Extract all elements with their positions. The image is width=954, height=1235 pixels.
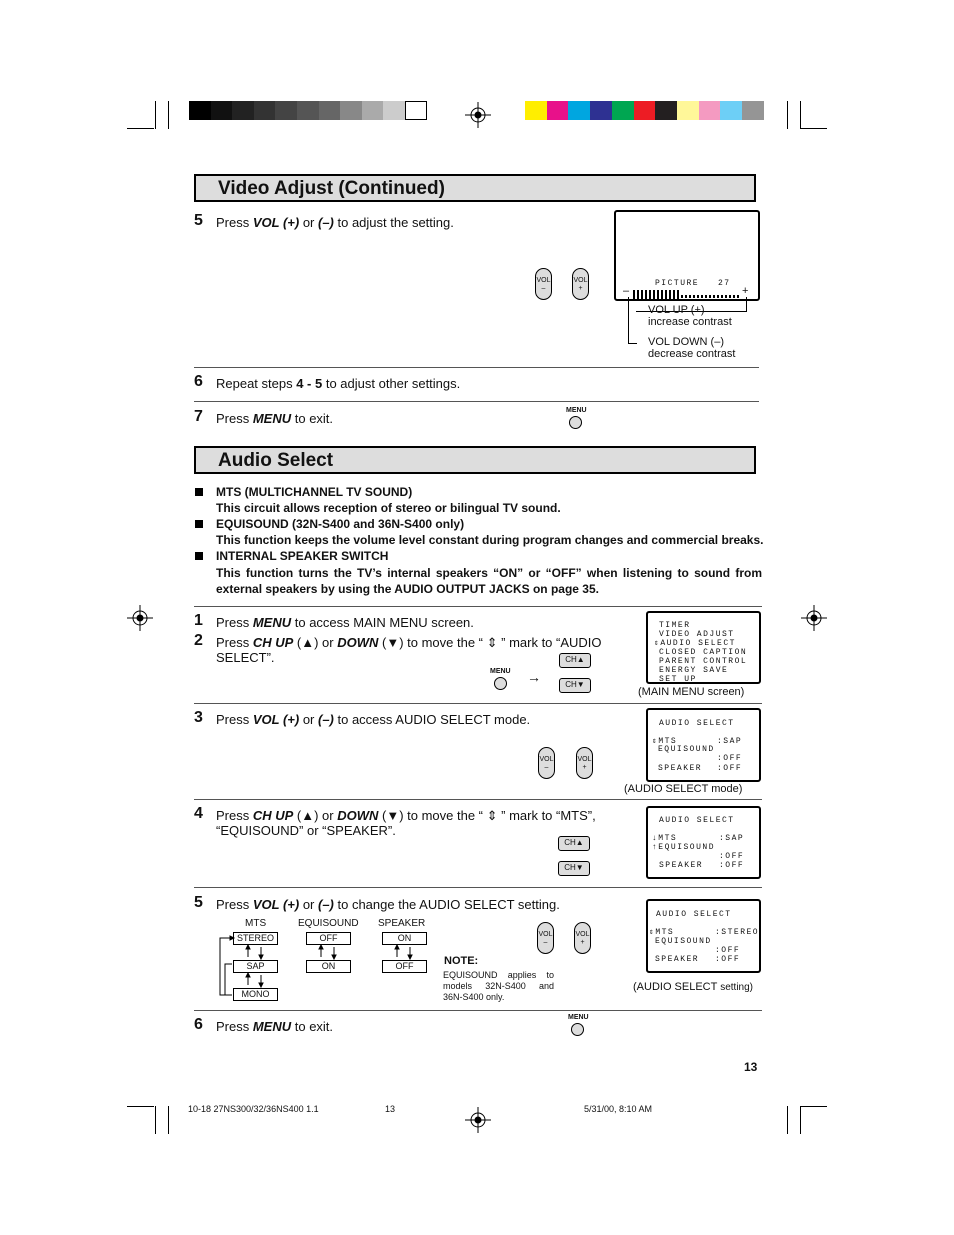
speaker-option-on: ON (382, 932, 427, 945)
color-swatch (525, 101, 547, 120)
level-tick (649, 290, 651, 299)
callout-line (628, 343, 637, 344)
step-text (216, 615, 474, 630)
level-tick (729, 295, 731, 298)
divider (194, 799, 762, 800)
level-tick (669, 290, 671, 299)
gray-swatch (297, 101, 319, 120)
text: (▲) or (293, 635, 338, 650)
label: VOL (539, 756, 554, 763)
note-body-line: models 32N-S400 and (443, 981, 554, 991)
text: to access AUDIO SELECT mode. (333, 712, 531, 727)
step-text (216, 712, 530, 727)
step-number: 1 (194, 612, 203, 629)
osd-picture-level: PICTURE 27 (655, 279, 731, 288)
osd-title: AUDIO SELECT (659, 816, 735, 825)
osd-item: ↑EQUISOUND (652, 843, 716, 852)
key-name: DOWN (337, 808, 379, 823)
text: or (299, 712, 318, 727)
step-text: SELECT”. (216, 650, 275, 665)
gray-swatch (254, 101, 276, 120)
text: Press (216, 712, 253, 727)
level-tick (697, 295, 699, 298)
text: Press (216, 808, 253, 823)
divider (194, 401, 759, 402)
option-cycle-arrows-icon (215, 930, 435, 1005)
divider (194, 606, 762, 607)
mts-option-sap: SAP (233, 960, 278, 973)
level-tick (657, 290, 659, 299)
key-name: MENU (252, 1019, 292, 1034)
step-text (216, 215, 454, 230)
text: Press (216, 897, 253, 912)
crop-mark (800, 1106, 827, 1107)
step-number: 4 (194, 805, 203, 822)
gray-swatch (232, 101, 254, 120)
text: to adjust the setting. (333, 215, 454, 230)
color-swatch (568, 101, 590, 120)
crop-mark (168, 1106, 169, 1134)
crop-mark (168, 101, 169, 129)
note-body-line: 36N-S400 only. (443, 992, 505, 1002)
label: + (582, 764, 587, 771)
osd-title: AUDIO SELECT (659, 719, 735, 728)
vol-up-label: VOL UP (+) (648, 304, 705, 316)
osd-value: :OFF (715, 946, 741, 955)
label: – (544, 764, 549, 771)
text: to change the AUDIO SELECT setting. (333, 897, 560, 912)
color-swatch (547, 101, 569, 120)
osd-value: :STEREO (715, 928, 760, 937)
crop-mark (155, 1106, 156, 1134)
label: – (543, 939, 548, 946)
ch-up-button[interactable]: CH▲ (559, 653, 591, 668)
step-number: 2 (194, 632, 203, 649)
level-tick (733, 295, 735, 298)
note-body-line: EQUISOUND applies to (443, 970, 554, 980)
level-tick (721, 295, 723, 298)
registration-mark-icon (801, 605, 827, 631)
audio-select-title-bar (194, 446, 756, 474)
level-tick (725, 295, 727, 298)
gray-swatch (405, 101, 427, 120)
section-title: Video Adjust (Continued) (218, 178, 445, 199)
key-name: CH UP (252, 635, 294, 650)
osd-item: ⇕MTS (649, 928, 675, 937)
color-swatch (655, 101, 677, 120)
bullet (195, 488, 203, 496)
registration-mark-icon (465, 1107, 491, 1133)
level-tick (681, 295, 683, 298)
crop-mark (127, 128, 154, 129)
step-number: 3 (194, 709, 203, 726)
osd-item: SPEAKER (658, 764, 703, 773)
color-swatch (720, 101, 742, 120)
step-number: 7 (194, 408, 203, 425)
color-swatch (677, 101, 699, 120)
bullet (195, 520, 203, 528)
step-text (216, 1019, 333, 1034)
main-menu-item: ENERGY SAVE (659, 666, 729, 675)
footer-left: 10-18 27NS300/32/36NS400 1.1 (188, 1104, 319, 1114)
picture-level-bar (633, 290, 741, 299)
equisound-header: EQUISOUND (298, 918, 359, 929)
color-swatch (742, 101, 764, 120)
video-adjust-title-bar (194, 174, 756, 202)
text: (▲) or (293, 808, 338, 823)
gray-swatch (189, 101, 211, 120)
ch-down-button[interactable]: CH▼ (559, 678, 591, 693)
key-name: CH UP (252, 808, 294, 823)
menu-label: MENU (490, 668, 511, 675)
level-tick (705, 295, 707, 298)
vol-down-button[interactable] (535, 268, 552, 300)
page-number: 13 (744, 1060, 758, 1074)
level-tick (661, 290, 663, 299)
level-tick (633, 290, 635, 299)
level-tick (701, 295, 703, 298)
level-tick (693, 295, 695, 298)
main-menu-item: ⇕AUDIO SELECT (654, 639, 736, 648)
osd-item: ↓MTS (652, 834, 678, 843)
key-name: MENU (252, 615, 292, 630)
bullet-body: This function keeps the volume level constant during program changes and commercial breaks. (216, 533, 764, 547)
menu-label: MENU (566, 407, 587, 414)
key-name: VOL (+) (252, 712, 300, 727)
label: VOL (575, 931, 590, 938)
label: VOL (573, 277, 588, 284)
registration-mark-icon (465, 102, 491, 128)
level-tick (737, 295, 739, 298)
color-swatch (590, 101, 612, 120)
level-tick (673, 290, 675, 299)
step-text: “EQUISOUND” or “SPEAKER”. (216, 823, 396, 838)
color-swatch (634, 101, 656, 120)
label: VOL (538, 931, 553, 938)
level-tick (677, 290, 679, 299)
vol-up-desc: increase contrast (648, 316, 732, 328)
text: to access MAIN MENU screen. (291, 615, 474, 630)
step-text (216, 376, 460, 391)
key-name: VOL (+) (252, 897, 300, 912)
text: to adjust other settings. (322, 376, 461, 391)
divider (194, 1010, 762, 1011)
vol-up-button[interactable] (576, 747, 593, 779)
menu-button[interactable] (494, 677, 507, 690)
screen-caption: (AUDIO SELECT mode) (624, 783, 743, 795)
step-number: 6 (194, 1016, 203, 1033)
text: to exit. (291, 411, 334, 426)
bullet (195, 552, 203, 560)
text: or (299, 215, 318, 230)
key-name: (–) (318, 897, 334, 912)
mts-option-mono: MONO (233, 988, 278, 1001)
vol-down-label: VOL DOWN (–) (648, 336, 724, 348)
key-name: (–) (318, 215, 334, 230)
level-tick (641, 290, 643, 299)
crop-mark (800, 1106, 801, 1134)
level-tick (685, 295, 687, 298)
level-tick (709, 295, 711, 298)
osd-value: :OFF (719, 852, 745, 861)
bullet-title: EQUISOUND (32N-S400 and 36N-S400 only) (216, 517, 465, 531)
crop-mark (787, 1106, 788, 1134)
level-tick (653, 290, 655, 299)
text: or (299, 897, 318, 912)
vol-up-button[interactable] (572, 268, 589, 300)
gray-swatch (275, 101, 297, 120)
label: VOL (577, 756, 592, 763)
callout-line (746, 297, 747, 311)
mts-option-stereo: STEREO (233, 932, 278, 945)
gray-swatch (340, 101, 362, 120)
crop-mark (787, 101, 788, 129)
osd-item: EQUISOUND (655, 937, 712, 946)
crop-mark (800, 128, 827, 129)
main-menu-item: PARENT CONTROL (659, 657, 748, 666)
menu-label: MENU (568, 1014, 589, 1021)
text: Press (216, 215, 253, 230)
text: Repeat steps (216, 376, 297, 391)
text: (▼) to move the “ ⇕ ” mark to “AUDIO (378, 635, 602, 650)
text: Press (216, 615, 253, 630)
osd-value: :OFF (717, 764, 743, 773)
osd-value: :SAP (717, 737, 743, 746)
step-number: 6 (194, 373, 203, 390)
main-menu-item: CLOSED CAPTION (659, 648, 748, 657)
key-name: DOWN (337, 635, 379, 650)
text: (▼) to move the “ ⇕ ” mark to “MTS”, (378, 808, 596, 823)
divider (194, 367, 759, 368)
callout-line (628, 297, 629, 344)
plus-sign: + (742, 285, 749, 297)
speaker-option-off: OFF (382, 960, 427, 973)
equisound-option-on: ON (306, 960, 351, 973)
ch-down-button[interactable]: CH▼ (558, 861, 590, 876)
osd-title: AUDIO SELECT (656, 910, 732, 919)
step-text (216, 635, 602, 650)
label: VOL (536, 277, 551, 284)
vol-down-desc: decrease contrast (648, 348, 736, 360)
minus-sign: – (623, 285, 630, 297)
osd-item: ⇕MTS (652, 737, 678, 746)
step-text (216, 411, 333, 426)
osd-item: SPEAKER (659, 861, 704, 870)
level-tick (637, 290, 639, 299)
label: – (541, 285, 546, 292)
gray-swatch (383, 101, 405, 120)
color-swatch (699, 101, 721, 120)
level-tick (645, 290, 647, 299)
footer-mid: 13 (385, 1104, 396, 1114)
key-name: VOL (+) (252, 215, 300, 230)
osd-value: :OFF (719, 861, 745, 870)
screen-caption (633, 981, 753, 993)
osd-value: :SAP (719, 834, 745, 843)
level-tick (713, 295, 715, 298)
divider (194, 703, 762, 704)
vol-down-button[interactable] (538, 747, 555, 779)
level-tick (665, 290, 667, 299)
registration-mark-icon (127, 605, 153, 631)
equisound-option-off: OFF (306, 932, 351, 945)
crop-mark (127, 1106, 154, 1107)
label: + (580, 939, 585, 946)
main-menu-item: TIMER (659, 621, 691, 630)
step-range: 4 - 5 (296, 376, 323, 391)
text: Press (216, 635, 253, 650)
step-number: 5 (194, 212, 203, 229)
mts-header: MTS (245, 918, 267, 929)
text: (AUDIO SELECT (633, 981, 721, 993)
bullet-body: This function turns the TV’s internal speakers “ON” or “OFF” when listening to sound from external speakers by using the AUDIO OUTPUT JACKS on page 35. (216, 566, 762, 596)
bullet-title: MTS (MULTICHANNEL TV SOUND) (216, 485, 413, 499)
gray-swatch (319, 101, 341, 120)
footer-right: 5/31/00, 8:10 AM (584, 1104, 653, 1114)
ch-up-button[interactable]: CH▲ (558, 836, 590, 851)
note-title: NOTE: (444, 955, 479, 967)
vol-down-button[interactable] (537, 922, 554, 954)
osd-value: :OFF (717, 754, 743, 763)
osd-item: SPEAKER (655, 955, 700, 964)
osd-item: EQUISOUND (658, 745, 715, 754)
crop-mark (800, 101, 801, 129)
text: Press (216, 411, 253, 426)
color-swatch (612, 101, 634, 120)
bullet-title: INTERNAL SPEAKER SWITCH (216, 549, 389, 563)
text: Press (216, 1019, 253, 1034)
crop-mark (155, 101, 156, 129)
step-number: 5 (194, 894, 203, 911)
arrow-right: → (527, 669, 541, 685)
step-text (216, 897, 560, 912)
level-tick (689, 295, 691, 298)
main-menu-item: VIDEO ADJUST (659, 630, 735, 639)
label: + (578, 285, 583, 292)
menu-button[interactable] (571, 1023, 584, 1036)
key-name: (–) (318, 712, 334, 727)
key-name: MENU (252, 411, 292, 426)
gray-swatch (211, 101, 233, 120)
osd-value: :OFF (715, 955, 741, 964)
divider (194, 887, 762, 888)
text: setting) (720, 982, 754, 993)
section-title: Audio Select (218, 450, 334, 471)
speaker-header: SPEAKER (378, 918, 426, 929)
step-text (216, 808, 596, 823)
level-tick (717, 295, 719, 298)
menu-button[interactable] (569, 416, 582, 429)
bullet-body: This circuit allows reception of stereo or bilingual TV sound. (216, 501, 561, 515)
text: to exit. (291, 1019, 334, 1034)
gray-swatch (362, 101, 384, 120)
screen-caption: (MAIN MENU screen) (638, 686, 745, 698)
vol-up-button[interactable] (574, 922, 591, 954)
main-menu-item: SET UP (659, 675, 697, 684)
